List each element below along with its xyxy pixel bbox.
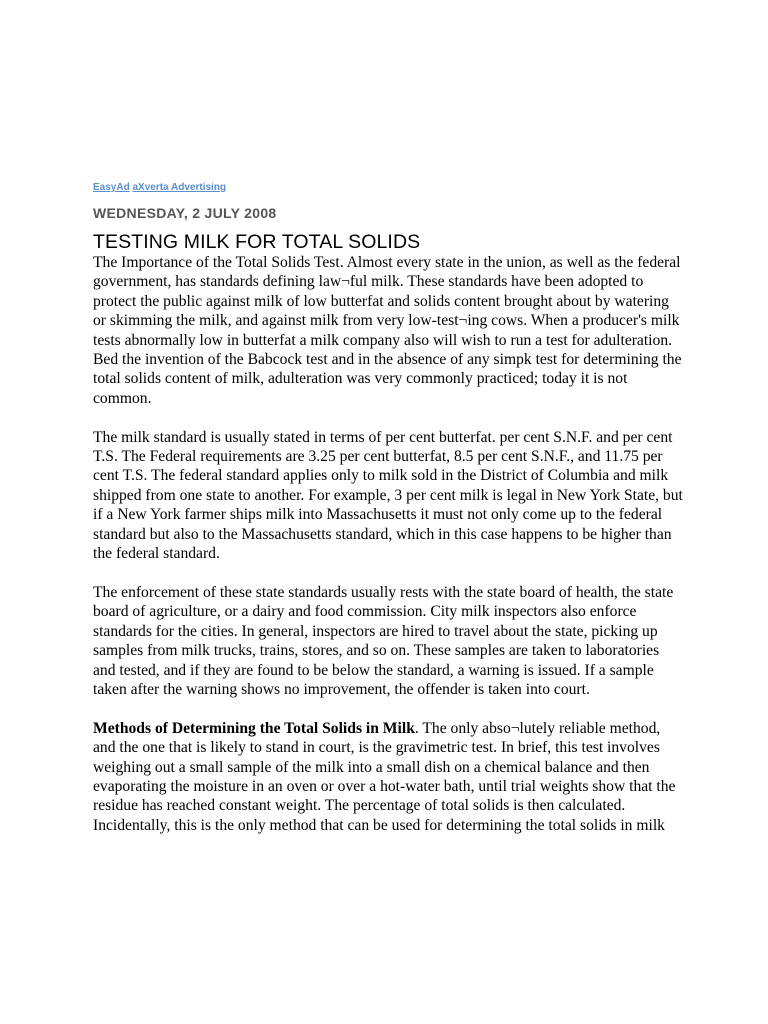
post-body <box>93 253 683 835</box>
ad-links <box>93 181 683 195</box>
post-date: WEDNESDAY, 2 JULY 2008 <box>93 205 277 221</box>
post-paragraph-1: The Importance of the Total Solids Test. Almost every state in the union, as well as the federal government, has standards defining law¬ful milk. These standards have been adopted to protect the public against milk of low butterfat and solids content brought about by watering or skimming the milk, and against milk from very low-test¬ing cows. When a producer's milk tests abnormally low in butterfat a milk company also will wish to run a test for adulteration. Bed the invention of the Babcock test and in the absence of any simpk test for determining the total solids content of milk, adulteration was very commonly practiced; today it is not common. <box>93 254 682 407</box>
post-paragraph-2: The milk standard is usually stated in terms of per cent butterfat. per cent S.N.F. and per cent T.S. The Federal requirements are 3.25 per cent butterfat, 8.5 per cent S.N.F., and 11.75 per cent T.S. The federal standard applies only to milk sold in the District of Columbia and milk shipped from one state to another. For example, 3 per cent milk is legal in New York State, but if a New York farmer ships milk into Massachusetts it must not only come up to the federal standard but also to the Massachusetts standard, which in this case happens to be higher than the federal standard. <box>93 428 683 563</box>
methods-heading: Methods of Determining the Total Solids in Milk <box>93 719 415 737</box>
methods-text: . The only abso¬lutely reliable method, and the one that is likely to stand in court, is the gravimetric test. In brief, this test involves weighing out a small sample of the milk into a small dish on a chemical balance and then evaporating the moisture in an oven or over a hot-water bath, until trial weights show that the residue has reached constant weight. The percentage of total solids is then calculated. Incidentally, this is the only method that can be used for determining the total solids in milk <box>93 719 676 834</box>
axverta-advertising-link[interactable]: aXverta Advertising <box>132 182 227 193</box>
post-title: TESTING MILK FOR TOTAL SOLIDS <box>93 231 421 253</box>
post-paragraph-4 <box>93 719 683 835</box>
post-paragraph-3: The enforcement of these state standards usually rests with the state board of health, the state board of agriculture, or a dairy and food commission. City milk inspectors also enforce standards for the cities. In general, inspectors are hired to travel about the state, picking up samples from milk trucks, trains, stores, and so on. These samples are taken to laboratories and tested, and if they are found to be below the standard, a warning is issued. If a sample taken after the warning shows no improvement, the offender is taken into court. <box>93 583 674 698</box>
blog-post-page <box>93 181 683 855</box>
easyad-link[interactable]: EasyAd <box>93 182 130 193</box>
